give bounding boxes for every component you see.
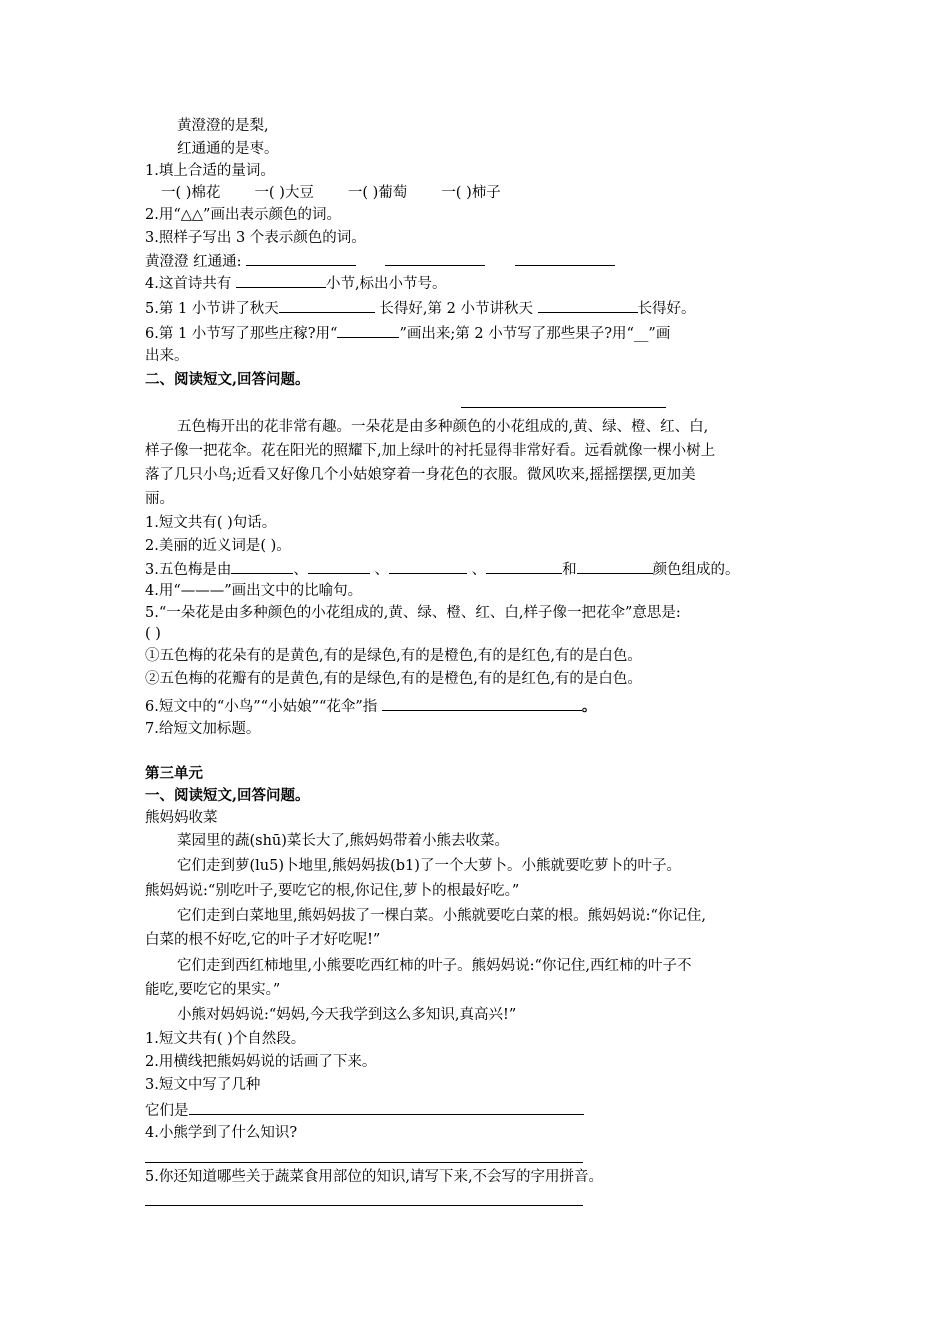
answer-blank[interactable] <box>515 250 615 266</box>
answer-blank[interactable] <box>246 250 356 266</box>
u3-question-2: 2.用横线把熊妈妈说的话画了下来。 <box>145 1054 377 1070</box>
poem-line-1: 黄澄澄的是梨, <box>177 118 269 134</box>
poem-question-3: 3.照样子写出 3 个表示颜色的词。 <box>145 230 366 246</box>
answer-blank[interactable] <box>486 558 562 574</box>
answer-blank[interactable] <box>189 1099 584 1115</box>
passage-line: 落了几只小鸟;近看又好像几个小姑娘穿着一身花色的衣服。微风吹来,摇摇摆摆,更加美 <box>145 467 696 483</box>
story-line: 白菜的根不好吃,它的叶子才好吃呢!” <box>145 932 381 948</box>
option-1: ①五色梅的花朵有的是黄色,有的是绿色,有的是橙色,有的是红色,有的是白色。 <box>145 648 642 664</box>
poem-question-5: 5.第 1 小节讲了秋天 长得好,第 2 小节讲秋天 长得好。 <box>145 297 696 319</box>
measure-item: 一( )棉花 <box>161 185 221 201</box>
answer-blank[interactable] <box>389 558 467 574</box>
story-line: 它们走到白菜地里,熊妈妈拔了一棵白菜。小熊就要吃白菜的根。熊妈妈说:“你记住, <box>177 908 707 924</box>
s2-question-4: 4.用“———”画出文中的比喻句。 <box>145 583 363 599</box>
s2-question-3: 3.五色梅是由 、 、 、 和 颜色组成的。 <box>145 558 740 580</box>
s2-question-2: 2.美丽的近义词是( )。 <box>145 538 291 554</box>
story-title: 熊妈妈收菜 <box>145 810 218 826</box>
passage-line: 五色梅开出的花非常有趣。一朵花是由多种颜色的小花组成的,黄、绿、橙、红、白, <box>177 419 709 435</box>
poem-question-4: 4.这首诗共有 小节,标出小节号。 <box>145 272 447 294</box>
answer-blank[interactable] <box>385 250 485 266</box>
answer-line[interactable] <box>145 1205 583 1206</box>
s2-question-5-paren: ( ) <box>145 626 161 642</box>
u3-question-3: 3.短文中写了几种 <box>145 1077 261 1093</box>
answer-blank[interactable] <box>279 297 375 313</box>
answer-blank[interactable] <box>382 695 582 711</box>
s2-question-7: 7.给短文加标题。 <box>145 721 261 737</box>
measure-item: 一( )大豆 <box>254 185 314 201</box>
story-line: 它们走到西红柿地里,小熊要吃西红柿的叶子。熊妈妈说:“你记住,西红柿的叶子不 <box>177 958 692 974</box>
unit-3-heading: 第三单元 <box>145 765 203 782</box>
passage-line: 样子像一把花伞。花在阳光的照耀下,加上绿叶的衬托显得非常好看。远看就像一棵小树上 <box>145 443 716 459</box>
u3-question-3-answer: 它们是 <box>145 1099 584 1121</box>
measure-word-row <box>161 183 501 203</box>
answer-blank[interactable] <box>337 322 399 338</box>
u3-question-5: 5.你还知道哪些关于蔬菜食用部位的知识,请写下来,不会写的字用拼音。 <box>145 1169 604 1185</box>
answer-blank[interactable] <box>231 558 293 574</box>
answer-blank[interactable] <box>577 558 653 574</box>
poem-question-6-cont: 出来。 <box>145 348 189 364</box>
story-line: 能吃,要吃它的果实。” <box>145 982 281 998</box>
story-line: 小熊对妈妈说:“妈妈,今天我学到这么多知识,真高兴!” <box>177 1007 517 1023</box>
s2-question-1: 1.短文共有( )句话。 <box>145 515 277 531</box>
s2-question-6: 6.短文中的“小鸟”“小姑娘”“花伞”指 。 <box>145 695 596 717</box>
passage-line: 丽。 <box>145 491 174 507</box>
section-2-heading: 二、阅读短文,回答问题。 <box>145 371 310 388</box>
answer-line[interactable] <box>145 1162 583 1163</box>
option-2: ②五色梅的花瓣有的是黄色,有的是绿色,有的是橙色,有的是红色,有的是白色。 <box>145 671 642 687</box>
measure-item: 一( )柿子 <box>441 185 501 201</box>
story-line: 熊妈妈说:“别吃叶子,要吃它的根,你记住,萝卜的根最好吃。” <box>145 883 520 899</box>
poem-question-2: 2.用“△△”画出表示颜色的词。 <box>145 207 341 223</box>
unit-3-subheading: 一、阅读短文,回答问题。 <box>145 787 310 804</box>
answer-blank[interactable] <box>236 272 326 288</box>
answer-blank[interactable] <box>308 558 370 574</box>
measure-item: 一( )葡萄 <box>347 185 408 201</box>
u3-question-1: 1.短文共有( )个自然段。 <box>145 1031 306 1047</box>
title-blank-line[interactable] <box>461 407 666 408</box>
s2-question-5: 5.“一朵花是由多种颜色的小花组成的,黄、绿、橙、红、白,样子像一把花伞”意思是: <box>145 605 681 621</box>
answer-blank[interactable] <box>538 297 638 313</box>
story-line: 菜园里的蔬(shū)菜长大了,熊妈妈带着小熊去收菜。 <box>177 833 510 849</box>
story-line: 它们走到萝(lu5)卜地里,熊妈妈拔(b1)了一个大萝卜。小熊就要吃萝卜的叶子。 <box>177 858 681 874</box>
poem-line-2: 红通通的是枣。 <box>177 141 279 157</box>
color-words-row <box>145 250 615 272</box>
u3-question-4: 4.小熊学到了什么知识? <box>145 1125 298 1141</box>
poem-question-1: 1.填上合适的量词。 <box>145 163 275 179</box>
poem-question-6: 6.第 1 小节写了那些庄稼?用“ ”画出来;第 2 小节写了那些果子?用“__”画 <box>145 322 670 344</box>
example-words: 黄澄澄 红通通: <box>145 254 242 270</box>
